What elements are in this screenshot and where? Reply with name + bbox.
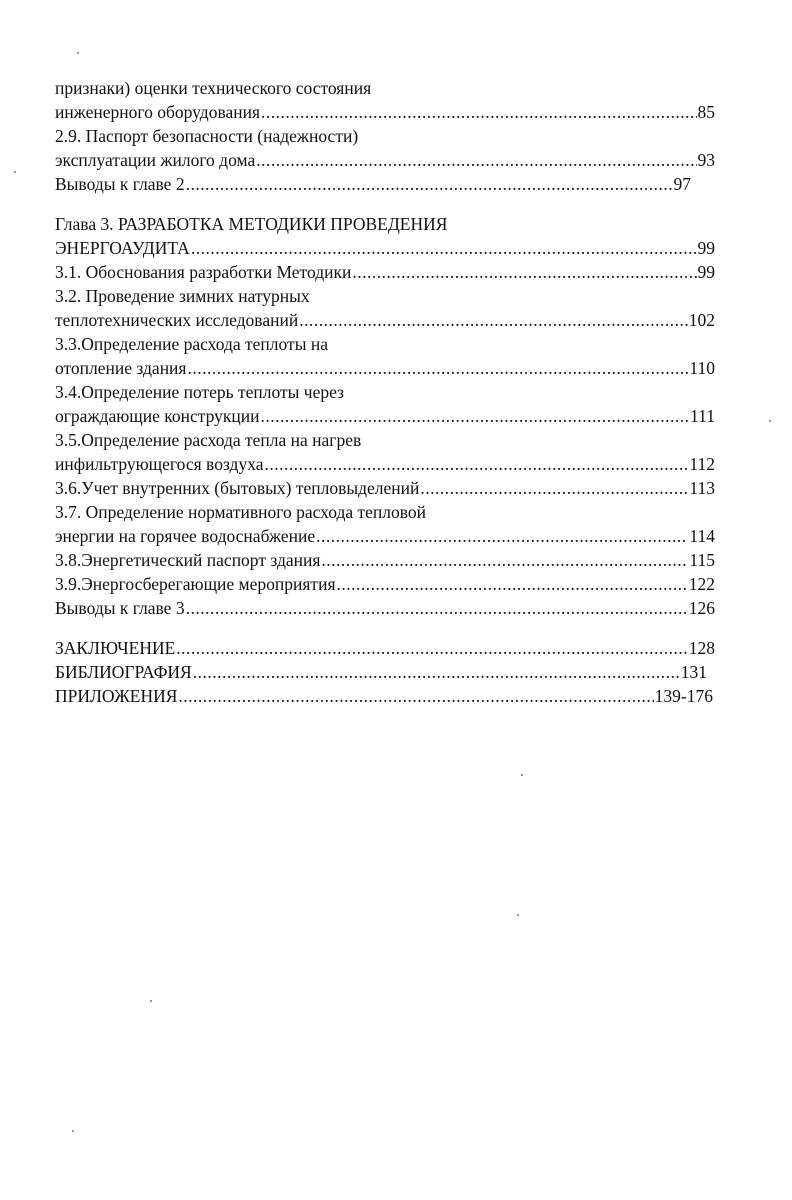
- scan-speck: [521, 774, 523, 776]
- chapter-title-cont: ЭНЕРГОАУДИТА: [55, 238, 190, 258]
- toc-entry-text: 3.6.Учет внутренних (бытовых) тепловыделений: [55, 478, 420, 498]
- toc-entry-text: 3.1. Обоснования разработки Методики: [55, 262, 352, 282]
- dot-leader: [261, 100, 696, 124]
- toc-entry-text: эксплуатации жилого дома: [55, 150, 256, 170]
- toc-entry-text: Выводы к главе 3: [55, 598, 185, 618]
- dot-leader: [299, 308, 688, 332]
- page-number: 97: [673, 174, 691, 194]
- toc-entry-text: 3.5.Определение расхода тепла на нагрев: [55, 430, 362, 450]
- scan-speck: [72, 1130, 74, 1132]
- toc-entry-text: инфильтрующегося воздуха: [55, 454, 264, 474]
- toc-entry: [55, 548, 715, 572]
- toc-entry-text: ПРИЛОЖЕНИЯ: [55, 686, 178, 706]
- toc-entry-text: ЗАКЛЮЧЕНИЕ: [55, 638, 176, 658]
- page-number: 126: [688, 598, 715, 618]
- toc-entry: [55, 476, 715, 500]
- dot-leader: [176, 636, 687, 660]
- toc-entry-text: 2.9. Паспорт безопасности (надежности): [55, 126, 359, 146]
- page-number: 128: [688, 638, 715, 658]
- toc-entry-text: ограждающие конструкции: [55, 406, 260, 426]
- toc-entry-text: 3.4.Определение потерь теплоты через: [55, 382, 345, 402]
- dot-leader: [187, 356, 688, 380]
- dot-leader: [337, 572, 688, 596]
- dot-leader: [321, 548, 688, 572]
- toc-entry: [55, 380, 715, 428]
- page-number: 112: [689, 454, 715, 474]
- table-of-contents: [55, 76, 715, 708]
- toc-entry: [55, 332, 715, 380]
- toc-entry: [55, 124, 715, 172]
- dot-leader: [316, 524, 688, 548]
- toc-entry-text: 3.9.Энергосберегающие мероприятия: [55, 574, 336, 594]
- scan-speck: [150, 1000, 152, 1002]
- toc-entry: [55, 172, 691, 196]
- toc-entry: [55, 260, 715, 284]
- page-number: 114: [689, 526, 715, 546]
- dot-leader: [352, 260, 696, 284]
- dot-leader: [178, 684, 653, 708]
- page-number: 113: [689, 478, 715, 498]
- dot-leader: [186, 596, 688, 620]
- toc-entry: [55, 596, 715, 620]
- page-number: 102: [688, 310, 715, 330]
- toc-entry: [55, 428, 715, 476]
- dot-leader: [420, 476, 688, 500]
- toc-entry-text: 3.2. Проведение зимних натурных: [55, 286, 310, 306]
- scan-speck: [14, 171, 16, 173]
- page-number: 131: [680, 662, 707, 682]
- toc-entry-text: Выводы к главе 2: [55, 174, 185, 194]
- dot-leader: [191, 236, 697, 260]
- toc-entry: [55, 660, 707, 684]
- page-number: 111: [690, 406, 715, 426]
- toc-entry: [55, 76, 715, 124]
- toc-chapter-heading: [55, 212, 715, 260]
- page-number: 93: [697, 150, 715, 170]
- toc-entry-text: инженерного оборудования: [55, 102, 261, 122]
- toc-entry: [55, 684, 713, 708]
- dot-leader: [186, 172, 673, 196]
- page-number: 99: [697, 238, 715, 258]
- toc-entry-text: 3.7. Определение нормативного расхода тепловой: [55, 502, 427, 522]
- page-number: 122: [688, 574, 715, 594]
- toc-entry-text: теплотехнических исследований: [55, 310, 299, 330]
- toc-entry: [55, 500, 715, 548]
- scan-speck: [517, 914, 519, 916]
- page-number: 139-176: [654, 686, 713, 706]
- toc-entry-text: энергии на горячее водоснабжение: [55, 526, 316, 546]
- toc-entry-text: 3.8.Энергетический паспорт здания: [55, 550, 321, 570]
- toc-entry: [55, 572, 715, 596]
- toc-entry-text: признаки) оценки технического состояния: [55, 78, 372, 98]
- dot-leader: [264, 452, 688, 476]
- toc-entry-text: отопление здания: [55, 358, 187, 378]
- page-number: 85: [697, 102, 715, 122]
- scan-speck: [769, 420, 771, 422]
- toc-entry: [55, 636, 715, 660]
- page-number: 99: [697, 262, 715, 282]
- dot-leader: [193, 660, 680, 684]
- page-number: 110: [689, 358, 715, 378]
- toc-entry-text: 3.3.Определение расхода теплоты на: [55, 334, 328, 354]
- page-number: 115: [689, 550, 715, 570]
- scan-speck: [77, 52, 79, 54]
- toc-entry-text: БИБЛИОГРАФИЯ: [55, 662, 192, 682]
- chapter-title: Глава 3. РАЗРАБОТКА МЕТОДИКИ ПРОВЕДЕНИЯ: [55, 214, 448, 234]
- dot-leader: [261, 404, 690, 428]
- toc-entry: [55, 284, 715, 332]
- dot-leader: [256, 148, 696, 172]
